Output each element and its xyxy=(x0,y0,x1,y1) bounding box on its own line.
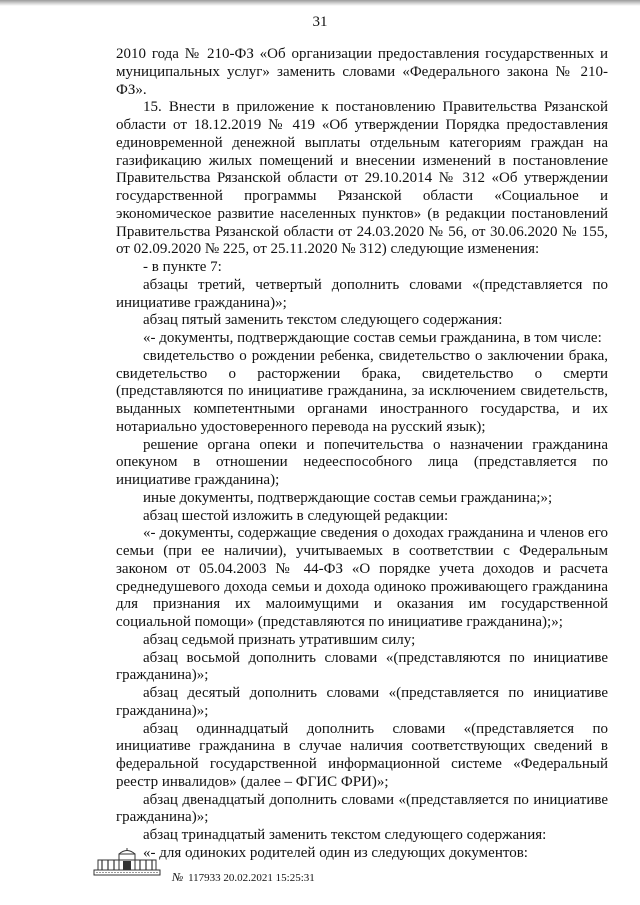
paragraph: абзац одиннадцатый дополнить словами «(представляется по инициативе гражданина в случае наличия соответствующих сведений в федеральной государственной информационной системе «Федеральный реестр инвалидов» (далее – ФГИС ФРИ)»; xyxy=(116,720,608,790)
document-number: 117933 xyxy=(188,872,221,884)
paragraph: абзацы третий, четвертый дополнить словами «(представляется по инициативе гражданина)»; xyxy=(116,276,608,311)
paragraph: абзац восьмой дополнить словами «(представляются по инициативе гражданина)»; xyxy=(116,649,608,684)
paragraph: 2010 года № 210-ФЗ «Об организации предоставления государственных и муниципальных услуг» заменить словами «Федерального закона № 210-ФЗ». xyxy=(116,46,608,98)
number-sign: № xyxy=(172,870,184,884)
scan-edge xyxy=(0,0,640,6)
paragraph: решение органа опеки и попечительства о назначении гражданина опекуном в отношении недееспособного лица (представляется по инициативе гражданина); xyxy=(116,436,608,488)
document-body xyxy=(116,46,608,863)
paragraph: «- документы, содержащие сведения о доходах гражданина и членов его семьи (при ее наличии), учитываемых в соответствии с Федеральным законом от 05.04.2003 № 44-ФЗ «О порядке учета доходов и расчета среднедушевого дохода семьи и дохода одиноко проживающего гражданина для признания их малоимущими и оказания им государственной социальной помощи» (представляются по инициативе гражданина);»; xyxy=(116,525,608,630)
paragraph: 15. Внести в приложение к постановлению Правительства Рязанской области от 18.12.2019 № 419 «Об утверждении Порядка предоставления единовременной денежной выплаты отдельным категориям граждан на газификацию жилых помещений и внесении изменений в постановление Правительства Рязанской области от 29.10.2014 № 312 «Об утверждении государственной программы Рязанской области «Социальное и экономическое развитие населенных пунктов» (в редакции постановлений Правительства Рязанской области от 24.03.2020 № 56, от 30.06.2020 № 155, от 02.09.2020 № 225, от 25.11.2020 № 312) следующие изменения: xyxy=(116,99,608,258)
page-number: 31 xyxy=(312,14,328,30)
paragraph: абзац шестой изложить в следующей редакции: xyxy=(143,507,449,524)
paragraph: - в пункте 7: xyxy=(143,259,222,275)
paragraph: абзац седьмой признать утратившим силу; xyxy=(143,631,416,648)
paragraph: абзац десятый дополнить словами «(представляется по инициативе гражданина)»; xyxy=(116,685,608,719)
document-footer xyxy=(92,848,352,888)
paragraph: свидетельство о рождении ребенка, свидетельство о заключении брака, свидетельство о расторжении брака, свидетельство о смерти (представляются по инициативе гражданина, за исключением свидетельств, выданных компетентными органами иностранного государства, и их нотариально удостоверенного перевода на русский язык); xyxy=(116,347,608,435)
government-building-logo-icon xyxy=(92,848,162,876)
document-datetime: 20.02.2021 15:25:31 xyxy=(223,872,315,884)
paragraph: «- для одиноких родителей один из следующих документов: xyxy=(143,844,528,861)
paragraph: иные документы, подтверждающие состав семьи гражданина;»; xyxy=(143,489,553,506)
paragraph: абзац пятый заменить текстом следующего содержания: xyxy=(143,312,503,329)
paragraph: абзац двенадцатый дополнить словами «(представляется по инициативе гражданина)»; xyxy=(116,791,608,826)
paragraph: «- документы, подтверждающие состав семьи гражданина, в том числе: xyxy=(143,330,602,346)
paragraph: абзац тринадцатый заменить текстом следующего содержания: xyxy=(143,827,547,843)
document-registration-stamp xyxy=(172,870,315,885)
